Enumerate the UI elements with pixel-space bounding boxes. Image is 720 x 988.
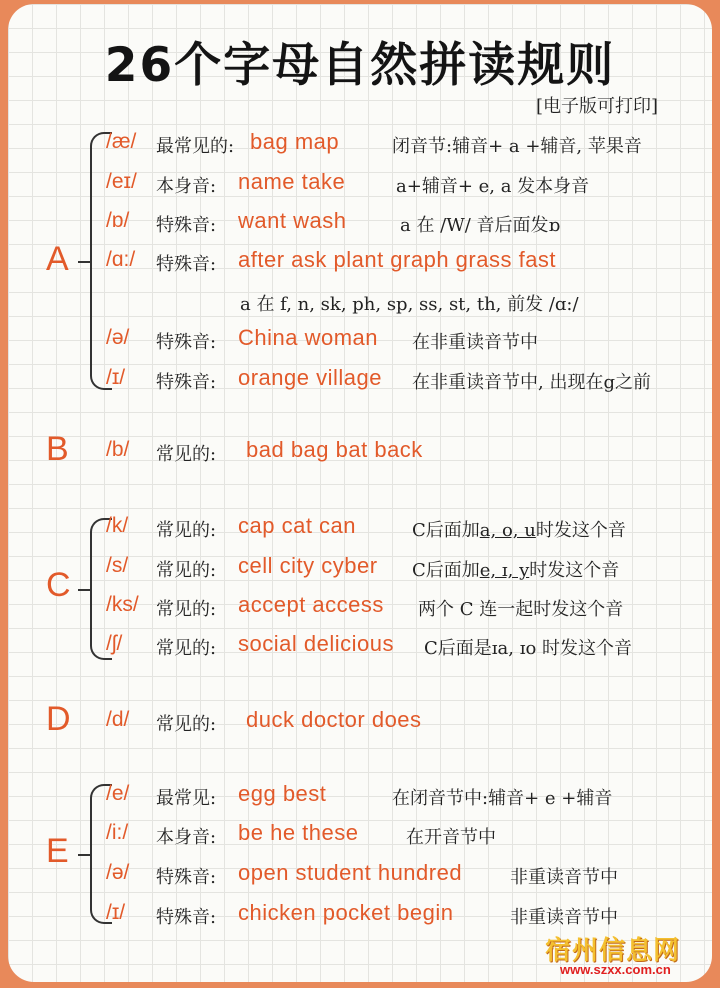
page-title: 26个字母自然拼读规则 — [104, 38, 616, 93]
rule-note: a 在 /W/ 音后面发ɒ — [400, 215, 561, 236]
rule-note: 在闭音节中:辅音+ e +辅音 — [392, 788, 613, 809]
row-label: 特殊音: — [156, 372, 217, 393]
watermark-logo: 宿州信息网 — [545, 936, 681, 966]
ipa: /k/ — [106, 514, 129, 537]
example-words: bad bag bat back — [246, 437, 423, 462]
example-words: cap cat can — [238, 513, 357, 538]
row-label: 特殊音: — [156, 907, 217, 928]
rule-note: a+辅音+ e, a 发本身音 — [396, 176, 590, 197]
example-words: be he these — [238, 820, 359, 845]
ipa: /ɒ/ — [106, 209, 130, 232]
rule-note: 在非重读音节中 — [412, 332, 538, 353]
ipa: /ɑ:/ — [106, 248, 136, 271]
ipa: /s/ — [106, 554, 129, 577]
ipa: /b/ — [106, 438, 130, 461]
rule-note: C后面加a, o, u时发这个音 — [412, 520, 626, 541]
ipa: /d/ — [106, 708, 130, 731]
rule-note: 闭音节:辅音+ a +辅音, 苹果音 — [392, 136, 642, 157]
example-words: orange village — [238, 365, 382, 390]
ipa: /ʃ/ — [106, 632, 123, 655]
row-label: 常见的: — [156, 520, 217, 541]
letter-e: E — [46, 832, 69, 870]
letter-d: D — [46, 700, 71, 738]
row-label: 常见的: — [156, 714, 217, 735]
letter-a: A — [46, 240, 69, 278]
ipa: /ɪ/ — [106, 901, 126, 924]
row-label: 常见的: — [156, 599, 217, 620]
example-words: name take — [238, 169, 346, 194]
example-words: open student hundred — [238, 860, 463, 885]
row-label: 常见的: — [156, 560, 217, 581]
example-words: after ask plant graph grass fast — [238, 247, 557, 272]
rule-note: 两个 C 连一起时发这个音 — [418, 599, 624, 620]
rule-note: C后面加e, ɪ, y时发这个音 — [412, 560, 620, 581]
example-words: duck doctor does — [246, 707, 422, 732]
example-words: accept access — [238, 592, 384, 617]
ipa: /æ/ — [106, 130, 137, 153]
ipa: /e/ — [106, 782, 130, 805]
print-note: [电子版可打印] — [536, 96, 659, 117]
rule-note: 在非重读音节中, 出现在g之前 — [412, 372, 651, 393]
example-words: cell city cyber — [238, 553, 378, 578]
row-label: 最常见: — [156, 788, 217, 809]
row-label: 特殊音: — [156, 332, 217, 353]
row-label: 本身音: — [156, 827, 217, 848]
ipa: /i:/ — [106, 821, 129, 844]
letter-b: B — [46, 430, 69, 468]
row-label: 最常见的: — [156, 136, 235, 157]
rule-note: C后面是ɪa, ɪo 时发这个音 — [424, 638, 633, 659]
row-label: 特殊音: — [156, 215, 217, 236]
row-label: 常见的: — [156, 638, 217, 659]
example-words: want wash — [238, 208, 347, 233]
rule-note: 在开音节中 — [406, 827, 496, 848]
ipa: /ks/ — [106, 593, 139, 616]
ipa: /ɪ/ — [106, 366, 126, 389]
row-label: 常见的: — [156, 444, 217, 465]
rule-note: a 在 f, n, sk, ph, sp, ss, st, th, 前发 /ɑ:/ — [240, 294, 579, 315]
ipa: /ə/ — [106, 326, 130, 349]
worksheet — [8, 4, 712, 982]
example-words: China woman — [238, 325, 379, 350]
letter-c: C — [46, 566, 71, 604]
ipa: /ə/ — [106, 861, 130, 884]
watermark-url: www.szxx.com.cn — [560, 962, 671, 977]
rule-note: 非重读音节中 — [510, 867, 618, 888]
row-label: 本身音: — [156, 176, 217, 197]
example-words: chicken pocket begin — [238, 900, 454, 925]
ipa: /eɪ/ — [106, 170, 137, 193]
row-label: 特殊音: — [156, 254, 217, 275]
rule-note: 非重读音节中 — [510, 907, 618, 928]
example-words: bag map — [250, 129, 340, 154]
example-words: egg best — [238, 781, 327, 806]
example-words: social delicious — [238, 631, 394, 656]
row-label: 特殊音: — [156, 867, 217, 888]
